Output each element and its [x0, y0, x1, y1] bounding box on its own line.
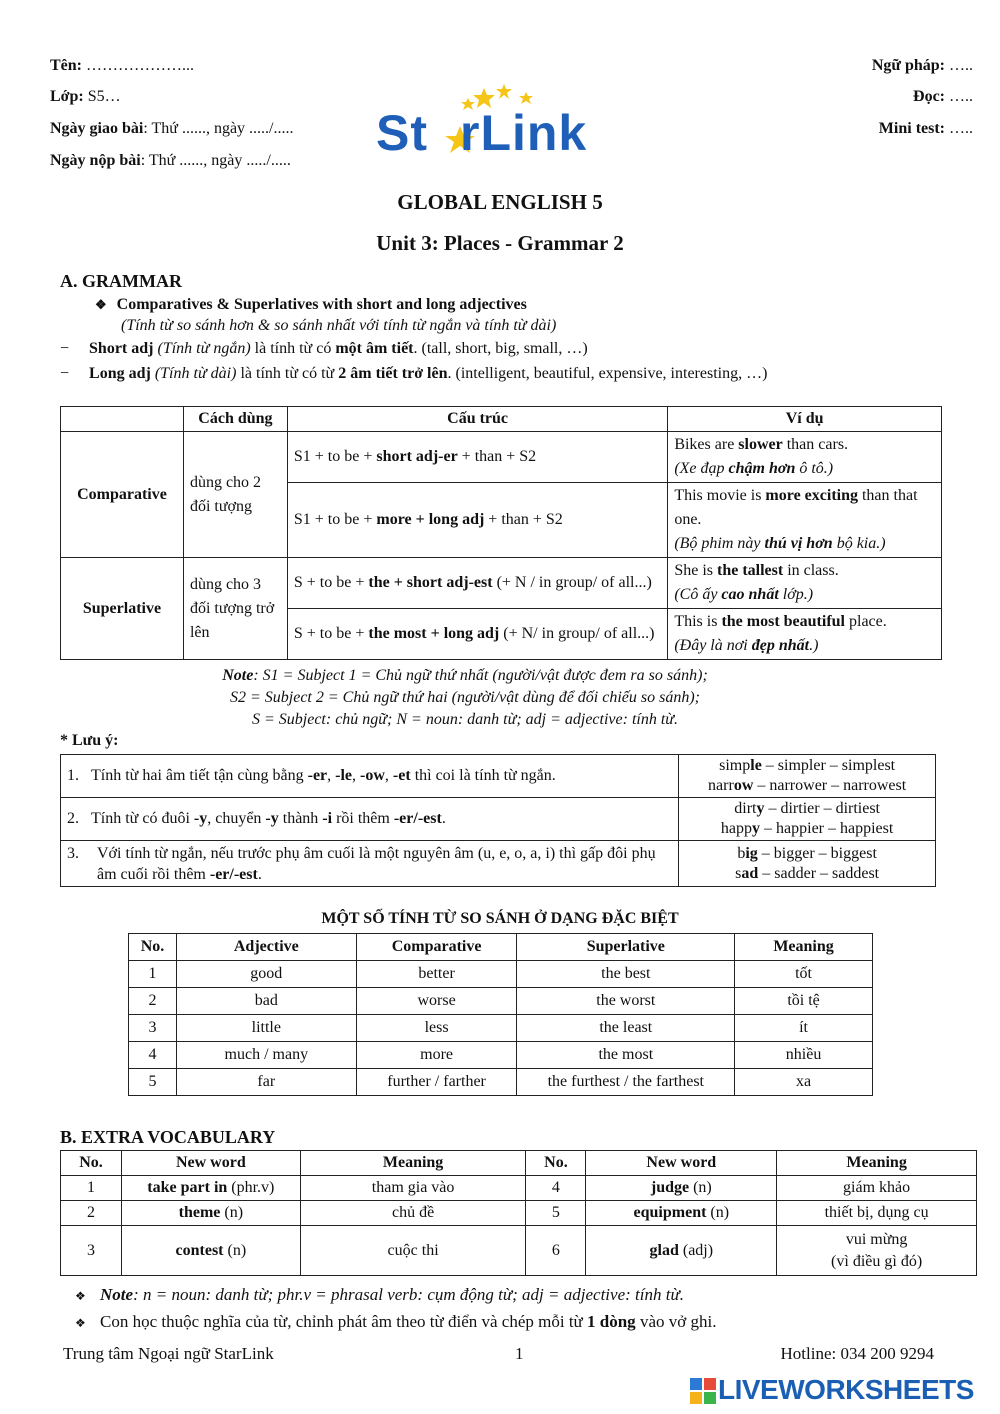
logo-text: St rLink [376, 105, 588, 161]
special-adjectives-table [128, 933, 873, 1096]
table-header: Cách dùng [183, 407, 287, 432]
comparative-example-2: This movie is more exciting than that one. (Bộ phim này thú vị hơn bộ kia.) [668, 483, 942, 558]
table-header: Ví dụ [668, 407, 942, 432]
cell-meaning: tốt [735, 961, 873, 988]
comparative-usage: dùng cho 2 đối tượng [183, 432, 287, 558]
table-header: Superlative [517, 934, 735, 961]
cell-adjective: far [176, 1069, 356, 1096]
cell-superlative: the least [517, 1015, 735, 1042]
table-header: No. [526, 1151, 586, 1176]
table-header [61, 407, 184, 432]
section-a-heading: A. GRAMMAR [60, 271, 182, 291]
grammar-bullet-title: ❖ Comparatives & Superlatives with short and long adjectives [95, 296, 527, 313]
cell-no: 3 [129, 1015, 177, 1042]
special-adjectives-heading: MỘT SỐ TÍNH TỪ SO SÁNH Ở DẠNG ĐẶC BIỆT [321, 910, 679, 927]
cell-superlative: the worst [517, 988, 735, 1015]
superlative-structure-2: S + to be + the most + long adj (+ N/ in group/ of all...) [287, 609, 667, 660]
table-header: Meaning [735, 934, 873, 961]
assign-date-field: Ngày giao bài: Thứ ......, ngày ...../..... [50, 120, 294, 137]
rule-example: simple – simpler – simplest narrow – narrower – narrowest [679, 755, 936, 798]
footer-center-name: Trung tâm Ngoại ngữ StarLink [63, 1344, 274, 1363]
cell-meaning: tồi tệ [735, 988, 873, 1015]
cell-no: 4 [526, 1176, 586, 1201]
cell-adjective: little [176, 1015, 356, 1042]
diamond-bullet-icon: ❖ [95, 297, 107, 312]
short-adj-def: − Short adj (Tính từ ngắn) là tính từ có một âm tiết. (tall, short, big, small, …) [60, 340, 588, 357]
cell-comparative: less [356, 1015, 517, 1042]
cell-word: equipment (n) [586, 1201, 777, 1226]
cell-adjective: good [176, 961, 356, 988]
table-row [129, 1015, 873, 1042]
table-header: No. [129, 934, 177, 961]
dash-bullet-icon: − [60, 340, 70, 357]
cell-adjective: bad [176, 988, 356, 1015]
cell-comparative: more [356, 1042, 517, 1069]
subject-note: Note: S1 = Subject 1 = Chủ ngữ thứ nhất (người/vật được đem ra so sánh); S2 = Subject 2 = Chủ ngữ thứ hai (người/vật dùng để đối chiếu so sánh); S = Subject: chủ ngữ; N = noun: danh từ; adj = adjective: tính từ. [222, 667, 708, 728]
table-header: New word [121, 1151, 300, 1176]
cell-no: 6 [526, 1226, 586, 1276]
table-row [61, 1201, 977, 1226]
table-header: No. [61, 1151, 122, 1176]
table-row [129, 961, 873, 988]
cell-comparative: worse [356, 988, 517, 1015]
cell-comparative: further / farther [356, 1069, 517, 1096]
cell-word: take part in (phr.v) [121, 1176, 300, 1201]
table-header: Cấu trúc [287, 407, 667, 432]
comparative-structure-1: S1 + to be + short adj-er + than + S2 [287, 432, 667, 483]
cell-no: 2 [129, 988, 177, 1015]
cell-superlative: the best [517, 961, 735, 988]
vocabulary-table [60, 1150, 977, 1276]
comparative-example-1: Bikes are slower than cars. (Xe đạp chậm hơn ô tô.) [668, 432, 942, 483]
cell-word: judge (n) [586, 1176, 777, 1201]
cell-adjective: much / many [176, 1042, 356, 1069]
cell-no: 1 [129, 961, 177, 988]
name-field: Tên: ………………... [50, 57, 194, 74]
cell-word: glad (adj) [586, 1226, 777, 1276]
superlative-label: Superlative [61, 558, 184, 660]
rule-example: big – bigger – biggest sad – sadder – saddest [679, 841, 936, 887]
rule-row: 1. Tính từ hai âm tiết tận cùng bằng -er, -le, -ow, -et thì coi là tính từ ngắn. [61, 755, 679, 798]
superlative-usage: dùng cho 3 đối tượng trở lên [183, 558, 287, 660]
cell-meaning: giám khảo [777, 1176, 977, 1201]
cell-comparative: better [356, 961, 517, 988]
cell-superlative: the most [517, 1042, 735, 1069]
cell-meaning: thiết bị, dụng cụ [777, 1201, 977, 1226]
cell-no: 4 [129, 1042, 177, 1069]
vocab-instruction: ❖ Con học thuộc nghĩa của từ, chỉnh phát âm theo từ điển và chép mỗi từ 1 dòng vào vở ghi. [75, 1312, 717, 1331]
table-row [129, 988, 873, 1015]
rule-row: 3. Với tính từ ngắn, nếu trước phụ âm cuối là một nguyên âm (u, e, o, a, i) thì gấp đôi phụ âm cuối rồi thêm -er/-est. [61, 841, 679, 887]
diamond-bullet-icon: ❖ [75, 1289, 86, 1303]
cell-no: 3 [61, 1226, 122, 1276]
grammar-bullet-sub: (Tính từ so sánh hơn & so sánh nhất với tính từ ngắn và tính từ dài) [121, 317, 557, 334]
minitest-score: Mini test: ….. [878, 120, 973, 137]
cell-no: 5 [526, 1201, 586, 1226]
cell-no: 1 [61, 1176, 122, 1201]
comparative-label: Comparative [61, 432, 184, 558]
diamond-bullet-icon: ❖ [75, 1316, 86, 1330]
long-adj-def: − Long adj (Tính từ dài) là tính từ có từ 2 âm tiết trở lên. (intelligent, beautiful, expensive, interesting, …) [60, 365, 768, 382]
table-header: Meaning [777, 1151, 977, 1176]
cell-meaning: cuộc thi [300, 1226, 526, 1276]
cell-superlative: the furthest / the farthest [517, 1069, 735, 1096]
superlative-structure-1: S + to be + the + short adj-est (+ N / in group/ of all...) [287, 558, 667, 609]
table-header: Meaning [300, 1151, 526, 1176]
table-header: Adjective [176, 934, 356, 961]
submit-date-field: Ngày nộp bài: Thứ ......, ngày ...../..... [50, 152, 291, 169]
cell-meaning: ít [735, 1015, 873, 1042]
dash-bullet-icon: − [60, 365, 70, 382]
cell-meaning: nhiều [735, 1042, 873, 1069]
rule-example: dirty – dirtier – dirtiest happy – happier – happiest [679, 798, 936, 841]
table-row [61, 1226, 977, 1276]
table-row [129, 1042, 873, 1069]
section-b-heading: B. EXTRA VOCABULARY [60, 1127, 276, 1147]
reading-score: Đọc: ….. [913, 88, 973, 105]
cell-meaning: vui mừng (vì điều gì đó) [777, 1226, 977, 1276]
cell-meaning: tham gia vào [300, 1176, 526, 1201]
liveworksheets-text: LIVEWORKSHEETS [718, 1374, 974, 1405]
cell-no: 2 [61, 1201, 122, 1226]
superlative-example-2: This is the most beautiful place. (Đây là nơi đẹp nhất.) [668, 609, 942, 660]
footer-page-number: 1 [515, 1344, 524, 1363]
cell-meaning: chủ đề [300, 1201, 526, 1226]
grammar-score: Ngữ pháp: ….. [871, 57, 973, 74]
page-title: GLOBAL ENGLISH 5 [397, 190, 603, 214]
footer-hotline: Hotline: 034 200 9294 [780, 1344, 934, 1363]
vocab-note: ❖ Note: n = noun: danh từ; phr.v = phrasal verb: cụm động từ; adj = adjective: tính từ. [75, 1285, 684, 1304]
class-field: Lớp: S5… [50, 88, 121, 105]
liveworksheets-logo-icon [690, 1378, 716, 1404]
starlink-logo [376, 84, 626, 164]
page-subtitle: Unit 3: Places - Grammar 2 [376, 231, 624, 255]
comparative-structure-2: S1 + to be + more + long adj + than + S2 [287, 483, 667, 558]
cell-meaning: xa [735, 1069, 873, 1096]
table-row [129, 1069, 873, 1096]
superlative-example-1: She is the tallest in class. (Cô ấy cao nhất lớp.) [668, 558, 942, 609]
table-header: Comparative [356, 934, 517, 961]
rule-row: 2. Tính từ có đuôi -y, chuyển -y thành -i rồi thêm -er/-est. [61, 798, 679, 841]
table-row [61, 1176, 977, 1201]
luu-y-heading: * Lưu ý: [60, 732, 119, 749]
table-header: New word [586, 1151, 777, 1176]
rules-table [60, 754, 936, 887]
cell-word: theme (n) [121, 1201, 300, 1226]
cell-word: contest (n) [121, 1226, 300, 1276]
cell-no: 5 [129, 1069, 177, 1096]
structure-table [60, 406, 942, 660]
